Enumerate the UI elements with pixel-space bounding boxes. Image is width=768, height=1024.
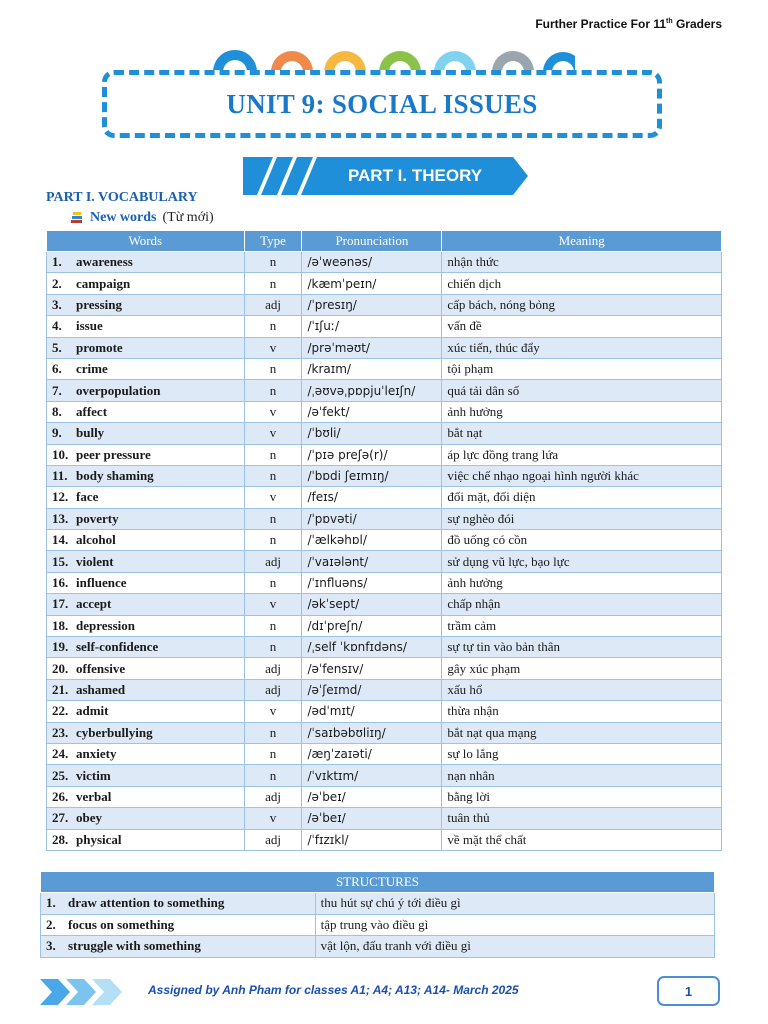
word-text: promote: [76, 339, 123, 355]
table-row: [47, 337, 722, 358]
word-cell: [47, 401, 245, 422]
table-row: [41, 914, 715, 936]
word-cell: [47, 572, 245, 593]
table-row: [47, 294, 722, 315]
meaning-cell: sự nghèo đói: [442, 508, 722, 529]
word-text: overpopulation: [76, 382, 161, 398]
pronunciation-cell: /ˈvaɪələnt/: [302, 551, 442, 572]
row-number: 19.: [52, 639, 69, 655]
table-row: [41, 936, 715, 958]
pronunciation-cell: /əˈfensɪv/: [302, 658, 442, 679]
pronunciation-cell: /əˈweənəs/: [302, 252, 442, 273]
row-number: 26.: [52, 788, 69, 804]
word-cell: [47, 786, 245, 807]
table-row: [47, 508, 722, 529]
structures-table: [40, 871, 715, 958]
footer-assignment-text: Assigned by Anh Pham for classes A1; A4; A13; A14- March 2025: [148, 983, 519, 997]
row-number: 11.: [52, 468, 68, 484]
word-text: accept: [76, 596, 112, 612]
pronunciation-cell: /əkˈsept/: [302, 594, 442, 615]
pronunciation-cell: /ˈɪʃuː/: [302, 316, 442, 337]
word-cell: [47, 829, 245, 850]
type-cell: n: [244, 637, 302, 658]
word-cell: [47, 551, 245, 572]
row-number: 14.: [52, 532, 69, 548]
pronunciation-cell: /əˈbeɪ/: [302, 808, 442, 829]
word-cell: [47, 273, 245, 294]
structure-meaning-cell: tập trung vào điều gì: [315, 914, 714, 936]
word-text: face: [76, 489, 99, 505]
type-cell: n: [244, 358, 302, 379]
meaning-cell: xấu hổ: [442, 679, 722, 700]
word-text: ashamed: [76, 682, 126, 697]
pronunciation-cell: /əˈfekt/: [302, 401, 442, 422]
pronunciation-cell: /kraɪm/: [302, 358, 442, 379]
word-text: cyberbullying: [76, 724, 153, 740]
row-number: 3.: [52, 296, 62, 312]
row-number: 27.: [52, 810, 69, 826]
row-number: 2.: [52, 275, 62, 291]
word-cell: [47, 358, 245, 379]
type-cell: adj: [244, 786, 302, 807]
table-row: [47, 380, 722, 401]
word-cell: [47, 380, 245, 401]
meaning-cell: việc chế nhạo ngoại hình người khác: [442, 465, 722, 486]
pronunciation-cell: /ˌself ˈkɒnfɪdəns/: [302, 637, 442, 658]
word-cell: [47, 765, 245, 786]
table-row: [47, 594, 722, 615]
type-cell: adj: [244, 658, 302, 679]
chevron-arrows-icon: [40, 977, 130, 1007]
meaning-cell: vấn đề: [442, 316, 722, 337]
word-cell: [47, 487, 245, 508]
type-cell: adj: [244, 551, 302, 572]
word-text: body shaming: [76, 468, 154, 484]
word-text: depression: [76, 617, 135, 633]
row-number: 28.: [52, 831, 69, 847]
meaning-cell: bắt nạt: [442, 423, 722, 444]
word-text: victim: [76, 767, 111, 783]
row-number: 10.: [52, 446, 69, 462]
word-text: affect: [76, 403, 108, 419]
structure-meaning-cell: vật lộn, đấu tranh với điều gì: [315, 936, 714, 958]
table-row: [47, 401, 722, 422]
row-number: 5.: [52, 339, 62, 355]
meaning-cell: nhận thức: [442, 252, 722, 273]
word-text: alcohol: [76, 532, 116, 548]
word-cell: [47, 465, 245, 486]
row-number: 3.: [46, 938, 56, 954]
pronunciation-cell: /ˈpresɪŋ/: [302, 294, 442, 315]
pronunciation-cell: /ˈpɪə preʃə(r)/: [302, 444, 442, 465]
meaning-cell: xúc tiến, thúc đẩy: [442, 337, 722, 358]
pronunciation-cell: /ˈɪnfluəns/: [302, 572, 442, 593]
table-row: [47, 765, 722, 786]
row-number: 17.: [52, 596, 69, 612]
table-row: [41, 893, 715, 915]
meaning-cell: quá tải dân số: [442, 380, 722, 401]
word-text: anxiety: [76, 746, 117, 762]
col-header-type: Type: [244, 231, 302, 252]
meaning-cell: về mặt thể chất: [442, 829, 722, 850]
page-number: 1: [657, 976, 720, 1006]
type-cell: n: [244, 316, 302, 337]
type-cell: n: [244, 380, 302, 401]
type-cell: n: [244, 508, 302, 529]
table-row: [47, 743, 722, 764]
type-cell: adj: [244, 829, 302, 850]
word-cell: [47, 444, 245, 465]
word-cell: [47, 679, 245, 700]
new-words-label: New words: [90, 210, 157, 225]
type-cell: n: [244, 765, 302, 786]
word-cell: [47, 637, 245, 658]
word-cell: [47, 743, 245, 764]
pronunciation-cell: /əˈʃeɪmd/: [302, 679, 442, 700]
type-cell: n: [244, 743, 302, 764]
type-cell: n: [244, 572, 302, 593]
row-number: 4.: [52, 318, 62, 334]
word-cell: [47, 252, 245, 273]
word-cell: [47, 722, 245, 743]
book-stack-icon: [70, 211, 84, 225]
word-text: obey: [76, 810, 102, 826]
word-cell: [47, 594, 245, 615]
row-number: 16.: [52, 575, 69, 591]
type-cell: v: [244, 401, 302, 422]
meaning-cell: đối mặt, đối diện: [442, 487, 722, 508]
col-header-words: Words: [47, 231, 245, 252]
pronunciation-cell: /ˈbɒdi ʃeɪmɪŋ/: [302, 465, 442, 486]
word-text: influence: [76, 575, 127, 591]
table-row: [47, 786, 722, 807]
word-text: awareness: [76, 254, 133, 270]
structure-phrase-cell: [41, 914, 316, 936]
structure-phrase-cell: [41, 936, 316, 958]
meaning-cell: tội phạm: [442, 358, 722, 379]
pronunciation-cell: /ˈfɪzɪkl/: [302, 829, 442, 850]
word-cell: [47, 701, 245, 722]
table-row: [47, 551, 722, 572]
table-row: [47, 808, 722, 829]
type-cell: n: [244, 722, 302, 743]
pronunciation-cell: /ˈvɪktɪm/: [302, 765, 442, 786]
row-number: 18.: [52, 617, 69, 633]
table-row: [47, 637, 722, 658]
word-cell: [47, 316, 245, 337]
row-number: 7.: [52, 382, 62, 398]
pronunciation-cell: /æŋˈzaɪəti/: [302, 743, 442, 764]
type-cell: n: [244, 615, 302, 636]
meaning-cell: sử dụng vũ lực, bạo lực: [442, 551, 722, 572]
row-number: 23.: [52, 724, 69, 740]
meaning-cell: sự tự tin vào bản thân: [442, 637, 722, 658]
unit-title-box: [102, 70, 662, 138]
word-text: bully: [76, 425, 105, 441]
type-cell: v: [244, 487, 302, 508]
meaning-cell: ảnh hưởng: [442, 572, 722, 593]
table-row: [47, 487, 722, 508]
row-number: 22.: [52, 703, 69, 719]
row-number: 8.: [52, 403, 62, 419]
meaning-cell: cấp bách, nóng bỏng: [442, 294, 722, 315]
table-row: [47, 701, 722, 722]
row-number: 20.: [52, 660, 69, 676]
type-cell: v: [244, 594, 302, 615]
pronunciation-cell: /ˌəʊvəˌpɒpjuˈleɪʃn/: [302, 380, 442, 401]
type-cell: adj: [244, 679, 302, 700]
part-banner-label: PART I. THEORY: [347, 166, 483, 185]
word-text: campaign: [76, 275, 131, 291]
type-cell: n: [244, 530, 302, 551]
table-row: [47, 829, 722, 850]
word-text: crime: [76, 361, 108, 377]
type-cell: v: [244, 423, 302, 444]
word-cell: [47, 615, 245, 636]
row-number: 24.: [52, 746, 69, 762]
meaning-cell: đồ uống có cồn: [442, 530, 722, 551]
word-text: poverty: [76, 510, 119, 526]
word-cell: [47, 808, 245, 829]
pronunciation-cell: /ˈsaɪbəbʊliɪŋ/: [302, 722, 442, 743]
table-row: [47, 423, 722, 444]
row-number: 1.: [46, 895, 56, 911]
structure-meaning-cell: thu hút sự chú ý tới điều gì: [315, 893, 714, 915]
vocab-heading: PART I. VOCABULARY: [46, 190, 198, 205]
meaning-cell: thừa nhận: [442, 701, 722, 722]
pronunciation-cell: /ˈbʊli/: [302, 423, 442, 444]
row-number: 15.: [52, 553, 69, 569]
type-cell: v: [244, 337, 302, 358]
pronunciation-cell: /prəˈməʊt/: [302, 337, 442, 358]
type-cell: n: [244, 273, 302, 294]
structure-phrase: struggle with something: [68, 938, 201, 954]
table-row: [47, 273, 722, 294]
word-text: self-confidence: [76, 639, 159, 655]
table-row: [47, 358, 722, 379]
pronunciation-cell: /dɪˈpreʃn/: [302, 615, 442, 636]
meaning-cell: chiến dịch: [442, 273, 722, 294]
table-row: [47, 530, 722, 551]
row-number: 25.: [52, 767, 69, 783]
meaning-cell: áp lực đồng trang lứa: [442, 444, 722, 465]
pronunciation-cell: /ˈælkəhɒl/: [302, 530, 442, 551]
row-number: 13.: [52, 510, 69, 526]
word-text: physical: [76, 831, 122, 847]
book-title: Further Practice For 11th Graders: [535, 17, 722, 31]
type-cell: v: [244, 701, 302, 722]
new-words-sub: (Từ mới): [162, 210, 214, 225]
meaning-cell: ảnh hưởng: [442, 401, 722, 422]
new-words-heading: [70, 210, 214, 226]
table-row: [47, 615, 722, 636]
word-text: peer pressure: [76, 446, 151, 462]
type-cell: v: [244, 808, 302, 829]
pronunciation-cell: /ədˈmɪt/: [302, 701, 442, 722]
word-text: offensive: [76, 660, 126, 676]
col-header-meaning: Meaning: [442, 231, 722, 252]
table-row: [47, 722, 722, 743]
meaning-cell: tuân thủ: [442, 808, 722, 829]
pronunciation-cell: /kæmˈpeɪn/: [302, 273, 442, 294]
word-text: verbal: [76, 788, 112, 804]
table-row: [47, 465, 722, 486]
word-cell: [47, 508, 245, 529]
structure-phrase: focus on something: [68, 916, 175, 932]
type-cell: adj: [244, 294, 302, 315]
word-text: violent: [76, 553, 114, 569]
row-number: 2.: [46, 916, 56, 932]
table-row: [47, 252, 722, 273]
row-number: 12.: [52, 489, 69, 505]
word-text: pressing: [76, 296, 122, 312]
vocab-table: [46, 230, 722, 851]
col-header-pronunciation: Pronunciation: [302, 231, 442, 252]
word-cell: [47, 658, 245, 679]
row-number: 9.: [52, 425, 62, 441]
meaning-cell: trầm cảm: [442, 615, 722, 636]
meaning-cell: chấp nhận: [442, 594, 722, 615]
meaning-cell: bắt nạt qua mạng: [442, 722, 722, 743]
table-row: [47, 679, 722, 700]
pronunciation-cell: /feɪs/: [302, 487, 442, 508]
table-row: [47, 658, 722, 679]
meaning-cell: gây xúc phạm: [442, 658, 722, 679]
word-cell: [47, 530, 245, 551]
vocab-table-header: [47, 231, 722, 252]
table-row: [47, 444, 722, 465]
word-cell: [47, 423, 245, 444]
type-cell: n: [244, 252, 302, 273]
structure-phrase: draw attention to something: [68, 895, 225, 911]
word-cell: [47, 294, 245, 315]
type-cell: n: [244, 444, 302, 465]
row-number: 1.: [52, 254, 62, 270]
pronunciation-cell: /əˈbeɪ/: [302, 786, 442, 807]
part-banner: [243, 157, 528, 195]
pronunciation-cell: /ˈpɒvəti/: [302, 508, 442, 529]
row-number: 6.: [52, 361, 62, 377]
table-row: [47, 572, 722, 593]
unit-title: UNIT 9: SOCIAL ISSUES: [226, 88, 538, 119]
word-text: issue: [76, 318, 103, 334]
word-text: admit: [76, 703, 109, 719]
structure-phrase-cell: [41, 893, 316, 915]
table-row: [47, 316, 722, 337]
meaning-cell: bằng lời: [442, 786, 722, 807]
meaning-cell: nạn nhân: [442, 765, 722, 786]
word-cell: [47, 337, 245, 358]
type-cell: n: [244, 465, 302, 486]
row-number: 21.: [52, 682, 69, 697]
structures-header: STRUCTURES: [41, 872, 715, 893]
meaning-cell: sự lo lắng: [442, 743, 722, 764]
